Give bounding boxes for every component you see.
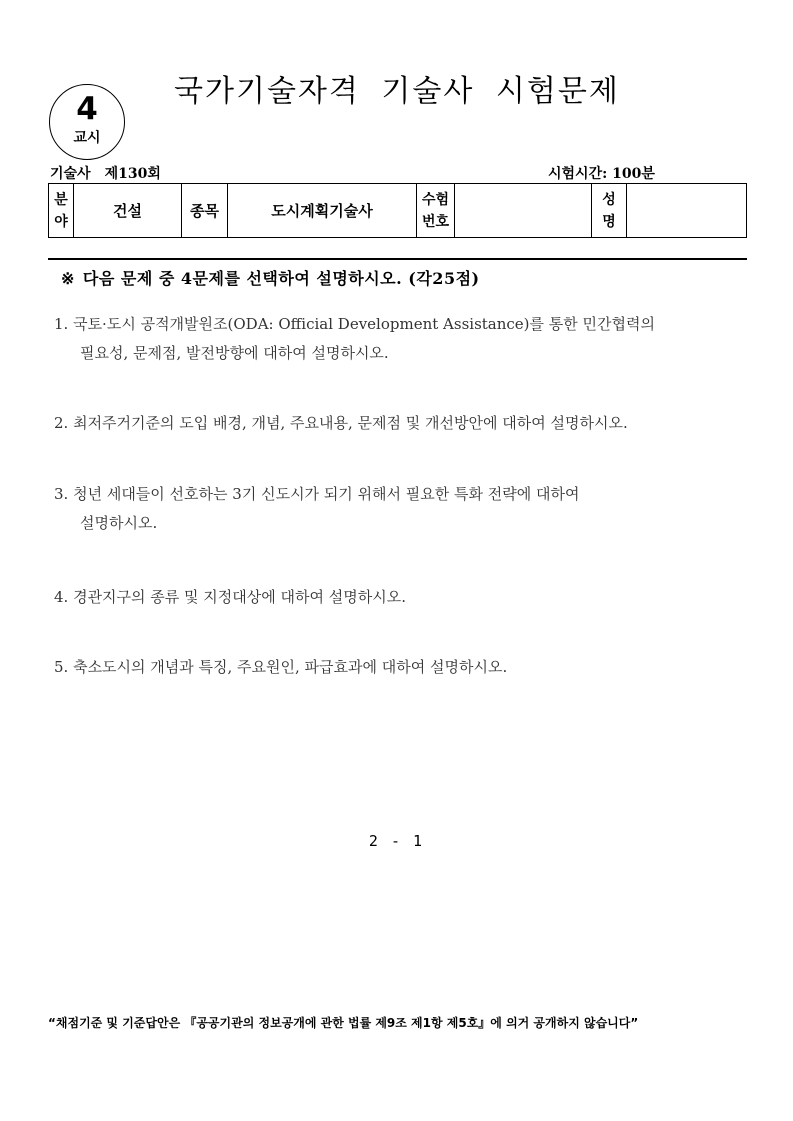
item-label: 종목 (190, 202, 219, 220)
question-4 (54, 583, 748, 612)
field-label-cell (49, 184, 74, 238)
reference-mark: ※ (61, 269, 75, 288)
exam-no-label-1: 수험 (421, 191, 450, 208)
instruction-text: 다음 문제 중 4문제를 선택하여 설명하시오. (각25점) (82, 269, 480, 288)
exam-category: 기술사 (50, 166, 91, 182)
field-label-2: 야 (54, 213, 68, 230)
question-3 (54, 480, 748, 538)
question-3-line-1: 3. 청년 세대들이 선호하는 3기 신도시가 되기 위해서 필요한 특화 전략에 대하여 (54, 485, 580, 503)
question-5-line-1: 5. 축소도시의 개념과 특징, 주요원인, 파급효과에 대하여 설명하시오. (54, 658, 508, 676)
footer-notice: “채점기준 및 기준답안은 『공공기관의 정보공개에 관한 법률 제9조 제1항 제5호』에 의거 공개하지 않습니다” (48, 1016, 639, 1030)
name-label-cell (592, 184, 627, 238)
page-number: 2 - 1 (368, 832, 425, 850)
exam-time: 시험시간: 100분 (548, 166, 655, 182)
exam-meta (50, 165, 161, 183)
question-2 (54, 409, 748, 438)
item-value: 도시계획기술사 (271, 202, 373, 220)
period-number: 4 (76, 91, 98, 127)
name-label-1: 성 (602, 191, 616, 208)
exam-round: 제130회 (104, 166, 161, 182)
exam-no-field[interactable] (455, 184, 592, 238)
question-1-line-1: 1. 국토·도시 공적개발원조(ODA: Official Development Assistance)를 통한 민간협력의 (54, 315, 655, 333)
item-value-cell (228, 184, 417, 238)
exam-no-label-2: 번호 (421, 213, 450, 230)
exam-title: 국가기술자격 기술사 시험문제 (174, 74, 620, 109)
question-3-line-2: 설명하시오. (80, 514, 158, 532)
field-label-1: 분 (54, 191, 68, 208)
divider (48, 258, 747, 260)
question-1-line-2: 필요성, 문제점, 발전방향에 대하여 설명하시오. (80, 344, 389, 362)
exam-no-label-cell (417, 184, 455, 238)
question-5 (54, 653, 748, 682)
question-2-line-1: 2. 최저주거기준의 도입 배경, 개념, 주요내용, 문제점 및 개선방안에 대하여 설명하시오. (54, 414, 628, 432)
field-value-cell (74, 184, 182, 238)
question-1 (54, 310, 748, 368)
period-badge (49, 84, 125, 160)
instruction (61, 268, 480, 290)
name-field[interactable] (627, 184, 747, 238)
name-label-2: 명 (602, 213, 616, 230)
period-label: 교시 (73, 130, 101, 146)
item-label-cell (182, 184, 228, 238)
question-4-line-1: 4. 경관지구의 종류 및 지정대상에 대하여 설명하시오. (54, 588, 406, 606)
exam-info-table (48, 183, 747, 238)
field-value: 건설 (113, 202, 142, 220)
